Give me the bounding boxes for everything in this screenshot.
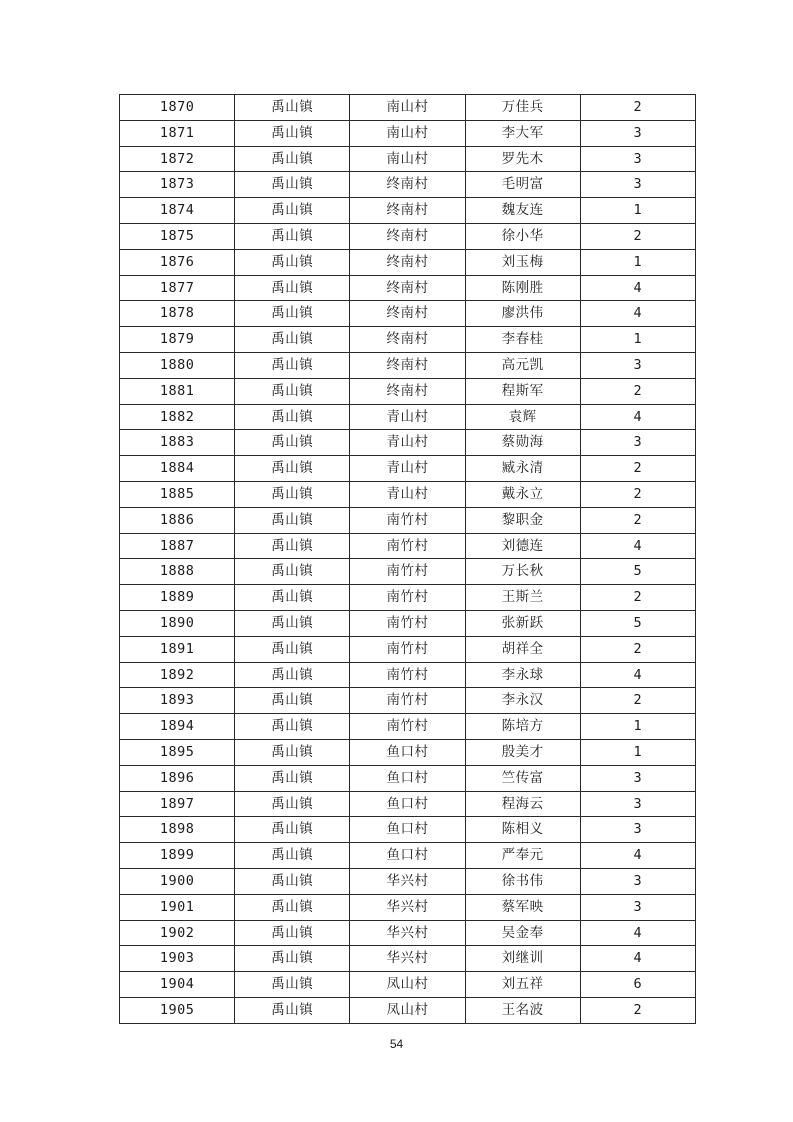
cell-person-name: 袁辉 (465, 404, 580, 430)
cell-town: 禹山镇 (235, 894, 350, 920)
cell-serial-number: 1893 (120, 688, 235, 714)
cell-person-name: 徐书伟 (465, 868, 580, 894)
table-row (120, 223, 696, 249)
table-row (120, 817, 696, 843)
cell-village: 终南村 (350, 198, 465, 224)
cell-town: 禹山镇 (235, 533, 350, 559)
cell-serial-number: 1897 (120, 791, 235, 817)
cell-serial-number: 1872 (120, 146, 235, 172)
table-row (120, 920, 696, 946)
cell-serial-number: 1901 (120, 894, 235, 920)
cell-count: 4 (580, 275, 695, 301)
cell-town: 禹山镇 (235, 352, 350, 378)
cell-count: 1 (580, 327, 695, 353)
cell-village: 南山村 (350, 95, 465, 121)
cell-count: 2 (580, 507, 695, 533)
cell-serial-number: 1888 (120, 559, 235, 585)
cell-town: 禹山镇 (235, 765, 350, 791)
cell-person-name: 高元凯 (465, 352, 580, 378)
cell-person-name: 蔡勋海 (465, 430, 580, 456)
cell-person-name: 李永球 (465, 662, 580, 688)
cell-count: 4 (580, 533, 695, 559)
cell-town: 禹山镇 (235, 120, 350, 146)
cell-town: 禹山镇 (235, 559, 350, 585)
cell-count: 4 (580, 946, 695, 972)
cell-village: 南山村 (350, 146, 465, 172)
cell-person-name: 黎职金 (465, 507, 580, 533)
table-row (120, 507, 696, 533)
cell-count: 3 (580, 172, 695, 198)
cell-village: 鱼口村 (350, 791, 465, 817)
cell-person-name: 廖洪伟 (465, 301, 580, 327)
table-row (120, 610, 696, 636)
cell-serial-number: 1879 (120, 327, 235, 353)
cell-person-name: 万佳兵 (465, 95, 580, 121)
cell-village: 青山村 (350, 456, 465, 482)
cell-person-name: 严奉元 (465, 843, 580, 869)
table-row (120, 146, 696, 172)
cell-count: 2 (580, 585, 695, 611)
cell-count: 3 (580, 120, 695, 146)
cell-village: 华兴村 (350, 946, 465, 972)
cell-serial-number: 1905 (120, 997, 235, 1023)
cell-count: 1 (580, 198, 695, 224)
cell-serial-number: 1896 (120, 765, 235, 791)
cell-person-name: 陈培方 (465, 714, 580, 740)
cell-village: 终南村 (350, 378, 465, 404)
cell-serial-number: 1892 (120, 662, 235, 688)
cell-village: 凤山村 (350, 972, 465, 998)
cell-person-name: 李春桂 (465, 327, 580, 353)
cell-person-name: 罗先木 (465, 146, 580, 172)
cell-person-name: 程斯军 (465, 378, 580, 404)
table-row (120, 481, 696, 507)
cell-serial-number: 1894 (120, 714, 235, 740)
cell-serial-number: 1870 (120, 95, 235, 121)
page-number: 54 (389, 1037, 404, 1051)
cell-count: 4 (580, 920, 695, 946)
cell-serial-number: 1902 (120, 920, 235, 946)
cell-town: 禹山镇 (235, 481, 350, 507)
cell-serial-number: 1885 (120, 481, 235, 507)
cell-person-name: 万长秋 (465, 559, 580, 585)
cell-town: 禹山镇 (235, 456, 350, 482)
cell-village: 鱼口村 (350, 739, 465, 765)
cell-town: 禹山镇 (235, 430, 350, 456)
cell-town: 禹山镇 (235, 378, 350, 404)
cell-village: 南竹村 (350, 714, 465, 740)
table-row (120, 559, 696, 585)
table-row (120, 636, 696, 662)
table-row (120, 430, 696, 456)
cell-serial-number: 1878 (120, 301, 235, 327)
table-row (120, 791, 696, 817)
cell-village: 南竹村 (350, 688, 465, 714)
cell-village: 鱼口村 (350, 843, 465, 869)
cell-village: 华兴村 (350, 868, 465, 894)
cell-village: 青山村 (350, 481, 465, 507)
cell-count: 3 (580, 765, 695, 791)
table-row (120, 404, 696, 430)
cell-town: 禹山镇 (235, 972, 350, 998)
cell-town: 禹山镇 (235, 198, 350, 224)
cell-person-name: 李永汉 (465, 688, 580, 714)
table-row (120, 120, 696, 146)
cell-town: 禹山镇 (235, 275, 350, 301)
cell-person-name: 竺传富 (465, 765, 580, 791)
cell-serial-number: 1904 (120, 972, 235, 998)
cell-town: 禹山镇 (235, 301, 350, 327)
cell-serial-number: 1871 (120, 120, 235, 146)
cell-count: 5 (580, 559, 695, 585)
cell-village: 青山村 (350, 404, 465, 430)
cell-count: 5 (580, 610, 695, 636)
cell-count: 3 (580, 430, 695, 456)
cell-serial-number: 1891 (120, 636, 235, 662)
cell-person-name: 毛明富 (465, 172, 580, 198)
table-row (120, 352, 696, 378)
cell-person-name: 程海云 (465, 791, 580, 817)
cell-town: 禹山镇 (235, 95, 350, 121)
cell-town: 禹山镇 (235, 997, 350, 1023)
cell-village: 南竹村 (350, 533, 465, 559)
cell-town: 禹山镇 (235, 636, 350, 662)
cell-count: 3 (580, 817, 695, 843)
cell-person-name: 殷美才 (465, 739, 580, 765)
cell-town: 禹山镇 (235, 817, 350, 843)
cell-village: 南山村 (350, 120, 465, 146)
cell-count: 3 (580, 146, 695, 172)
cell-town: 禹山镇 (235, 662, 350, 688)
cell-person-name: 李大军 (465, 120, 580, 146)
table-row (120, 972, 696, 998)
cell-count: 4 (580, 843, 695, 869)
cell-count: 2 (580, 997, 695, 1023)
cell-town: 禹山镇 (235, 868, 350, 894)
cell-village: 终南村 (350, 327, 465, 353)
cell-serial-number: 1899 (120, 843, 235, 869)
cell-count: 3 (580, 894, 695, 920)
table-row (120, 894, 696, 920)
cell-serial-number: 1876 (120, 249, 235, 275)
cell-serial-number: 1883 (120, 430, 235, 456)
cell-village: 南竹村 (350, 559, 465, 585)
cell-count: 2 (580, 378, 695, 404)
cell-person-name: 刘德连 (465, 533, 580, 559)
cell-serial-number: 1881 (120, 378, 235, 404)
cell-person-name: 陈刚胜 (465, 275, 580, 301)
cell-town: 禹山镇 (235, 249, 350, 275)
cell-town: 禹山镇 (235, 507, 350, 533)
table-row (120, 739, 696, 765)
cell-town: 禹山镇 (235, 739, 350, 765)
table-row (120, 172, 696, 198)
table-row (120, 714, 696, 740)
cell-village: 南竹村 (350, 585, 465, 611)
cell-village: 南竹村 (350, 662, 465, 688)
cell-town: 禹山镇 (235, 610, 350, 636)
cell-count: 4 (580, 404, 695, 430)
cell-town: 禹山镇 (235, 146, 350, 172)
cell-count: 1 (580, 739, 695, 765)
table-row (120, 868, 696, 894)
cell-town: 禹山镇 (235, 791, 350, 817)
cell-person-name: 张新跃 (465, 610, 580, 636)
cell-person-name: 魏友连 (465, 198, 580, 224)
cell-town: 禹山镇 (235, 843, 350, 869)
cell-serial-number: 1877 (120, 275, 235, 301)
cell-person-name: 刘五祥 (465, 972, 580, 998)
cell-count: 6 (580, 972, 695, 998)
cell-village: 终南村 (350, 249, 465, 275)
roster-table (119, 94, 696, 1024)
cell-count: 4 (580, 301, 695, 327)
cell-village: 鱼口村 (350, 765, 465, 791)
cell-serial-number: 1895 (120, 739, 235, 765)
cell-serial-number: 1887 (120, 533, 235, 559)
cell-village: 南竹村 (350, 610, 465, 636)
cell-village: 终南村 (350, 352, 465, 378)
table-row (120, 198, 696, 224)
cell-count: 1 (580, 714, 695, 740)
cell-person-name: 王名波 (465, 997, 580, 1023)
cell-village: 南竹村 (350, 507, 465, 533)
cell-town: 禹山镇 (235, 714, 350, 740)
table-row (120, 843, 696, 869)
cell-person-name: 徐小华 (465, 223, 580, 249)
table-row (120, 585, 696, 611)
cell-count: 2 (580, 95, 695, 121)
cell-count: 2 (580, 456, 695, 482)
cell-count: 1 (580, 249, 695, 275)
cell-village: 华兴村 (350, 920, 465, 946)
cell-person-name: 蔡军映 (465, 894, 580, 920)
cell-town: 禹山镇 (235, 688, 350, 714)
cell-town: 禹山镇 (235, 327, 350, 353)
table-row (120, 378, 696, 404)
cell-count: 3 (580, 352, 695, 378)
cell-serial-number: 1886 (120, 507, 235, 533)
cell-village: 终南村 (350, 275, 465, 301)
cell-village: 南竹村 (350, 636, 465, 662)
cell-serial-number: 1873 (120, 172, 235, 198)
cell-person-name: 王斯兰 (465, 585, 580, 611)
cell-person-name: 胡祥全 (465, 636, 580, 662)
cell-person-name: 刘玉梅 (465, 249, 580, 275)
cell-town: 禹山镇 (235, 172, 350, 198)
cell-village: 鱼口村 (350, 817, 465, 843)
table-row (120, 327, 696, 353)
table-row (120, 946, 696, 972)
table-row (120, 688, 696, 714)
cell-serial-number: 1900 (120, 868, 235, 894)
table-row (120, 456, 696, 482)
cell-serial-number: 1889 (120, 585, 235, 611)
cell-village: 终南村 (350, 301, 465, 327)
table-row (120, 765, 696, 791)
table-row (120, 533, 696, 559)
cell-count: 2 (580, 223, 695, 249)
cell-person-name: 臧永清 (465, 456, 580, 482)
roster-table-body (120, 95, 696, 1024)
cell-village: 凤山村 (350, 997, 465, 1023)
table-row (120, 275, 696, 301)
cell-person-name: 吴金奉 (465, 920, 580, 946)
table-row (120, 249, 696, 275)
cell-town: 禹山镇 (235, 920, 350, 946)
cell-village: 华兴村 (350, 894, 465, 920)
table-row (120, 301, 696, 327)
cell-serial-number: 1898 (120, 817, 235, 843)
cell-serial-number: 1874 (120, 198, 235, 224)
cell-serial-number: 1890 (120, 610, 235, 636)
cell-serial-number: 1880 (120, 352, 235, 378)
cell-count: 2 (580, 688, 695, 714)
cell-town: 禹山镇 (235, 404, 350, 430)
cell-serial-number: 1903 (120, 946, 235, 972)
cell-count: 4 (580, 662, 695, 688)
table-row (120, 997, 696, 1023)
cell-serial-number: 1882 (120, 404, 235, 430)
cell-count: 2 (580, 481, 695, 507)
cell-person-name: 刘继训 (465, 946, 580, 972)
cell-person-name: 陈相义 (465, 817, 580, 843)
cell-person-name: 戴永立 (465, 481, 580, 507)
cell-count: 2 (580, 636, 695, 662)
cell-town: 禹山镇 (235, 946, 350, 972)
cell-serial-number: 1875 (120, 223, 235, 249)
cell-count: 3 (580, 868, 695, 894)
cell-village: 终南村 (350, 172, 465, 198)
table-row (120, 662, 696, 688)
cell-town: 禹山镇 (235, 223, 350, 249)
cell-serial-number: 1884 (120, 456, 235, 482)
cell-count: 3 (580, 791, 695, 817)
table-row (120, 95, 696, 121)
cell-village: 终南村 (350, 223, 465, 249)
cell-village: 青山村 (350, 430, 465, 456)
cell-town: 禹山镇 (235, 585, 350, 611)
